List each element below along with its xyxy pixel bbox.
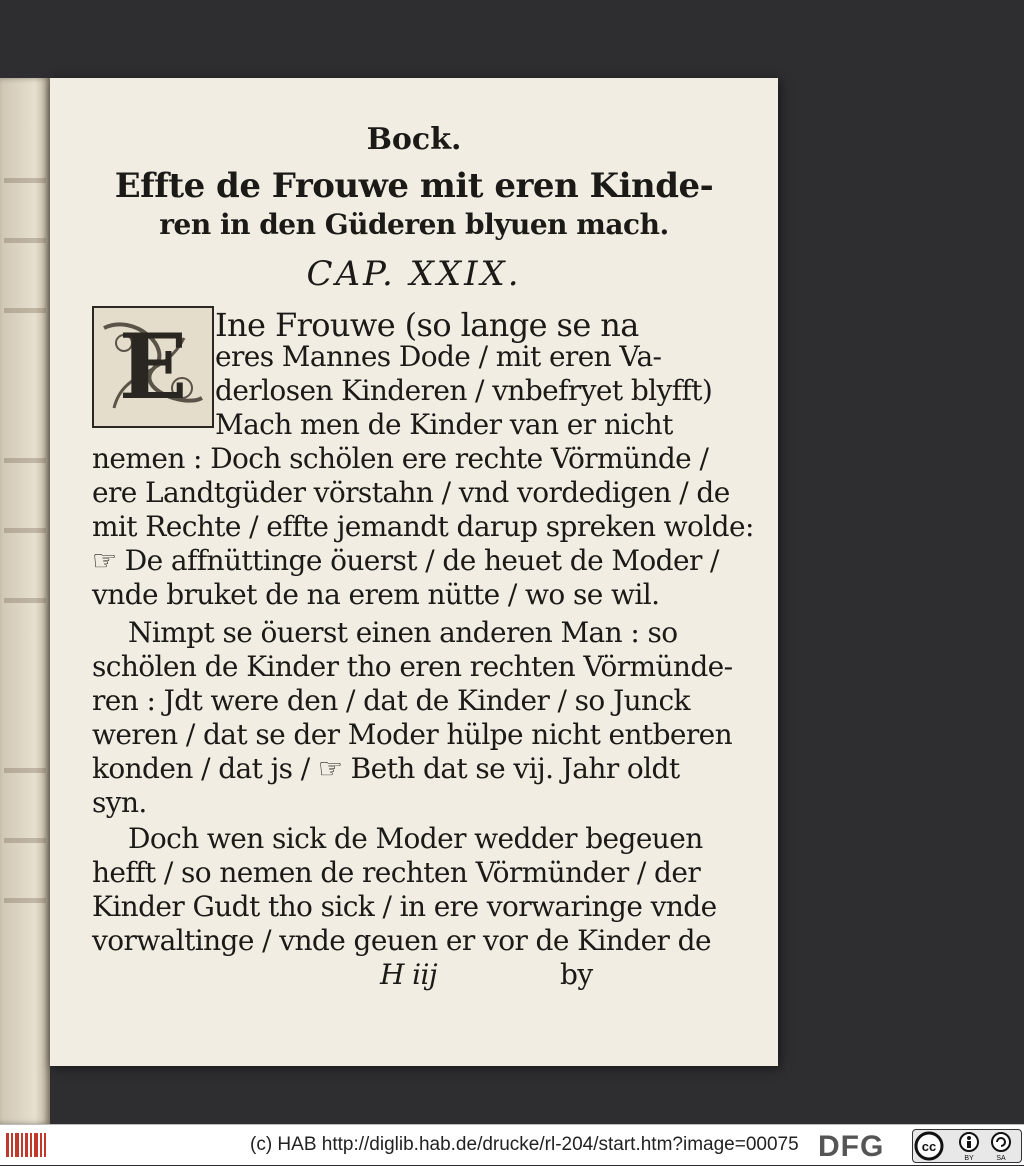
title-line-2: ren in den Güderen blyuen mach.: [159, 208, 669, 241]
text-line: weren / dat se der Moder hülpe nicht entberen: [92, 718, 733, 751]
text-line: nemen : Doch schölen ere rechte Vörmünde /: [92, 442, 709, 475]
text-line: Nimpt se öuerst einen anderen Man : so: [128, 616, 678, 649]
decorated-initial: [92, 306, 214, 428]
dropcap-letter: E: [118, 314, 188, 420]
text-line: ere Landtgüder vörstahn / vnd vordedigen / de: [92, 476, 730, 509]
text-line: vorwaltinge / vnde geuen er vor de Kinder de: [92, 924, 711, 957]
dfg-logo: DFG: [818, 1130, 885, 1163]
text-line: derlosen Kinderen / vnbefryet blyfft): [215, 374, 713, 407]
text-line: konden / dat js / ☞ Beth dat se vij. Jahr oldt: [92, 752, 680, 785]
text-line: ☞ De affnüttinge öuerst / de heuet de Moder /: [92, 544, 719, 577]
sa-icon: [992, 1133, 1010, 1151]
text-line: ren : Jdt were den / dat de Kinder / so Junck: [92, 684, 690, 717]
book-page: [50, 78, 778, 1066]
cc-license-badge[interactable]: [912, 1129, 1022, 1163]
text-line: eres Mannes Dode / mit eren Va-: [215, 340, 662, 373]
by-label: BY: [964, 1155, 974, 1162]
ornament-icon: [94, 308, 212, 426]
hab-logo-icon: [6, 1133, 46, 1157]
sa-label: SA: [996, 1155, 1006, 1162]
chapter-heading: CAP. XXIX.: [306, 254, 522, 294]
facing-page-edge: [0, 78, 50, 1124]
footer-bar: [0, 1124, 1024, 1165]
title-line-1: Effte de Frouwe mit eren Kinde-: [114, 166, 714, 206]
signature-mark: H iij: [380, 958, 437, 991]
text-line: Doch wen sick de Moder wedder begeuen: [128, 822, 703, 855]
text-line: Mach men de Kinder van er nicht: [215, 408, 673, 441]
catchword: by: [560, 958, 593, 991]
text-line: hefft / so nemen de rechten Vörmünder / der: [92, 856, 701, 889]
running-head: Bock.: [366, 122, 462, 157]
svg-text:cc: cc: [921, 1139, 937, 1154]
text-line: Kinder Gudt tho sick / in ere vorwaringe vnde: [92, 890, 717, 923]
copyright-link[interactable]: (c) HAB http://diglib.hab.de/drucke/rl-204/start.htm?image=00075: [250, 1134, 799, 1155]
text-line: syn.: [92, 786, 147, 819]
text-line: Ine Frouwe (so lange se na: [215, 306, 639, 344]
text-line: mit Rechte / effte jemandt darup spreken wolde:: [92, 510, 754, 543]
text-line: vnde bruket de na erem nütte / wo se wil.: [92, 578, 660, 611]
text-line: schölen de Kinder tho eren rechten Vörmünde-: [92, 650, 733, 683]
